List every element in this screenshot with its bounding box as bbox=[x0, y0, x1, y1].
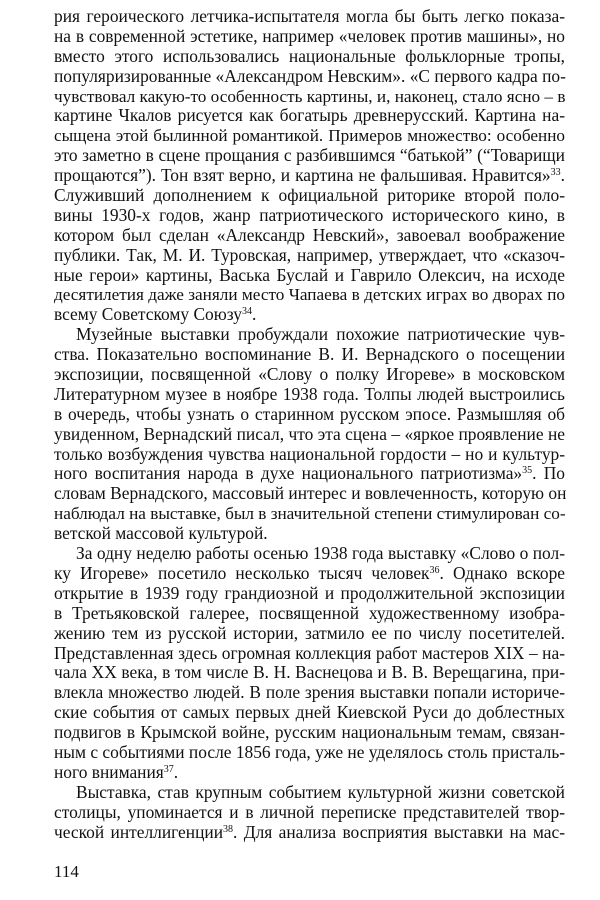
text-line: Представленная здесь огромная коллекция работ мастеров XIX – на- bbox=[54, 642, 565, 663]
paragraph bbox=[54, 7, 565, 325]
text-line: подвигов в Крымской войне, русским национальным темам, связан- bbox=[54, 722, 565, 743]
line-text: прощаются”). Тон взят верно, и картина не фальшивая. Нравится» bbox=[54, 165, 551, 186]
line-text: ческой интеллигенции bbox=[54, 821, 223, 842]
line-text: . Для анализа восприятия выставки на мас- bbox=[233, 821, 565, 842]
text-line bbox=[54, 564, 565, 584]
text-line: публики. Так, М. И. Туровская, например, утверждает, что «сказоч- bbox=[54, 244, 565, 265]
text-line: чувствовал какую-то особенность картины, и, наконец, стало ясно – в bbox=[54, 86, 566, 106]
text-line: словам Вернадского, массовый интерес и вовлеченность, которую он bbox=[54, 483, 567, 504]
text-line bbox=[54, 823, 565, 843]
text-line: сыщена этой былинной романтикой. Примеров множество: особенно bbox=[54, 126, 565, 146]
text-line: Музейные выставки пробуждали похожие патриотические чув- bbox=[76, 324, 565, 345]
text-line: вины 1930-х годов, жанр патриотического исторического кино, в bbox=[54, 204, 565, 225]
text-line: ства. Показательно воспоминание В. И. Вернадского о посещении bbox=[54, 344, 565, 365]
text-line: Литературном музее в ноябре 1938 года. Толпы людей выстроились bbox=[54, 383, 565, 404]
footnote-marker: 36 bbox=[429, 564, 440, 576]
paragraph bbox=[54, 544, 565, 783]
footnote-marker: 34 bbox=[241, 306, 252, 318]
text-line: в очередь, чтобы узнать о старинном русском эпосе. Размышляя об bbox=[54, 403, 565, 424]
text-line: ные герои» картины, Васька Буслай и Гаврило Олексич, на исходе bbox=[54, 264, 565, 285]
text-line: За одну неделю работы осенью 1938 года выставку «Слово о пол- bbox=[76, 543, 565, 564]
text-line: популяризированные «Александром Невским». «С первого кадра по- bbox=[54, 65, 566, 86]
text-line: жению тем из русской истории, затмило ее по числу посетителей. bbox=[54, 622, 565, 643]
page-number: 114 bbox=[54, 862, 79, 881]
text-line: рия героического летчика-испытателя могла бы быть легко показа- bbox=[54, 6, 565, 26]
text-line: влекла множество людей. В поле зрения выставки попали историче- bbox=[54, 682, 565, 703]
text-line: вместо этого использовались национальные фольклорные тропы, bbox=[54, 45, 565, 66]
line-text: всему Советскому Союзу bbox=[54, 304, 242, 325]
line-text: . bbox=[251, 304, 257, 325]
text-line: это заметно в сцене прощания с разбившимся “батькой” (“Товарищи bbox=[54, 145, 565, 166]
footnote-marker: 35 bbox=[522, 465, 533, 477]
text-line: открытие в 1939 году грандиозной и продолжительной экспозиции bbox=[54, 582, 565, 603]
line-text: . bbox=[560, 165, 565, 186]
text-line: десятилетия даже заняли место Чапаева в детских играх во дворах по bbox=[54, 285, 565, 305]
text-line: увиденном, Вернадский писал, что эта сцена – «яркое проявление не bbox=[54, 423, 565, 444]
line-text: . bbox=[173, 761, 179, 782]
text-line: Служивший дополнением к официальной риторике второй поло- bbox=[54, 185, 565, 206]
text-line: ские события от самых первых дней Киевской Руси до доблестных bbox=[54, 702, 565, 723]
text-line: чала XX века, в том числе В. Н. Васнецова и В. В. Верещагина, при- bbox=[54, 662, 565, 683]
text-line: ветской массовой культурой. bbox=[54, 523, 268, 544]
line-text: ного внимания bbox=[54, 761, 164, 782]
text-line: экспозиции, посвященной «Слову о полку Игореве» в московском bbox=[54, 364, 565, 385]
footnote-marker: 37 bbox=[163, 763, 174, 775]
text-line: картине Чкалов рисуется как богатырь древнерусский. Картина на- bbox=[54, 105, 565, 126]
text-line: котором был сделан «Александр Невский», завоевал воображение bbox=[54, 224, 565, 245]
text-line: столицы, упоминается и в личной переписке представителей твор- bbox=[54, 801, 565, 822]
line-text: . Однако вскоре bbox=[439, 562, 565, 583]
paragraph bbox=[54, 783, 565, 843]
paragraph bbox=[54, 325, 565, 544]
text-line: на в современной эстетике, например «человек против машины», но bbox=[54, 25, 565, 46]
text-line: Выставка, став крупным событием культурной жизни советской bbox=[76, 781, 565, 802]
text-line: ным с событиями после 1856 года, уже не уделялось столь присталь- bbox=[54, 741, 566, 762]
line-text: ного воспитания народа в духе национального патриотизма» bbox=[54, 463, 523, 484]
page-body bbox=[54, 7, 565, 842]
text-line: в Третьяковской галерее, посвященной художественному изобра- bbox=[54, 602, 565, 623]
text-line bbox=[54, 166, 565, 186]
footnote-marker: 38 bbox=[223, 823, 233, 835]
footnote-marker: 33 bbox=[550, 167, 561, 179]
text-line bbox=[54, 305, 565, 325]
line-text: ку Игореве» посетило несколько тысяч человек bbox=[54, 562, 430, 583]
text-line: наблюдал на выставке, был в значительной степени стимулирован со- bbox=[54, 504, 566, 524]
text-line bbox=[54, 763, 565, 783]
text-line bbox=[54, 464, 565, 484]
text-line: только возбуждения чувства национальной гордости – но и культур- bbox=[54, 443, 565, 464]
line-text: . По bbox=[532, 463, 565, 484]
